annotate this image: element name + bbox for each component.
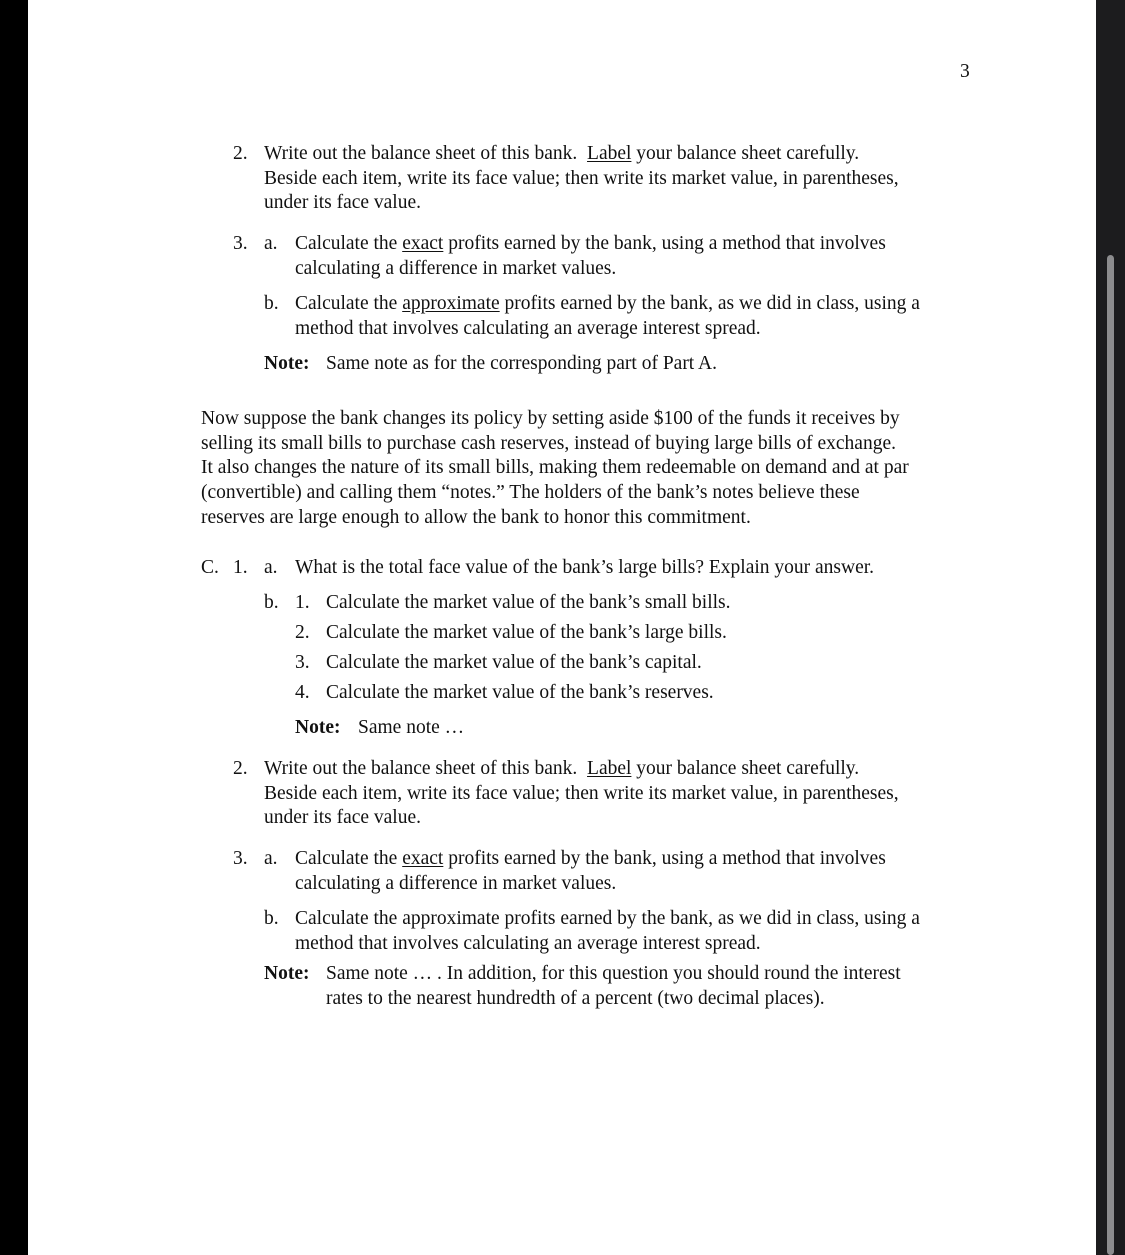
scrollbar[interactable] xyxy=(1107,255,1114,1255)
question-line: Write out the balance sheet of this bank. Label your balance sheet carefully. xyxy=(264,143,860,164)
item-number: 1. xyxy=(295,592,310,613)
item-text: Calculate the market value of the bank’s small bills. xyxy=(326,592,731,613)
page-number: 3 xyxy=(960,61,970,82)
question-number: 2. xyxy=(233,758,248,779)
subquestion-label: b. xyxy=(264,908,279,929)
subquestion-label: b. xyxy=(264,293,279,314)
paragraph-line: selling its small bills to purchase cash reserves, instead of buying large bills of exchange. xyxy=(201,433,896,454)
question-number: 2. xyxy=(233,143,248,164)
question-number: 3. xyxy=(233,848,248,869)
section-label: C. xyxy=(201,557,219,578)
question-line: Calculate the approximate profits earned by the bank, as we did in class, using a xyxy=(295,908,920,929)
paragraph-line: Now suppose the bank changes its policy by setting aside $100 of the funds it receives by xyxy=(201,408,900,429)
note-text: Same note … xyxy=(358,717,465,738)
question-line: under its face value. xyxy=(264,192,422,213)
note-text: rates to the nearest hundredth of a percent (two decimal places). xyxy=(326,988,825,1009)
subquestion-label: a. xyxy=(264,848,278,869)
question-line: calculating a difference in market values. xyxy=(295,258,617,279)
note-text: Same note as for the corresponding part of Part A. xyxy=(326,353,717,374)
note-label: Note: xyxy=(264,353,310,374)
question-line: method that involves calculating an average interest spread. xyxy=(295,318,761,339)
note-label: Note: xyxy=(264,963,310,984)
item-text: Calculate the market value of the bank’s reserves. xyxy=(326,682,714,703)
item-text: Calculate the market value of the bank’s large bills. xyxy=(326,622,727,643)
question-line: calculating a difference in market values. xyxy=(295,873,617,894)
question-line: under its face value. xyxy=(264,807,422,828)
note-text: Same note … . In addition, for this question you should round the interest xyxy=(326,963,901,984)
note-label: Note: xyxy=(295,717,341,738)
paragraph-line: (convertible) and calling them “notes.” The holders of the bank’s notes believe these xyxy=(201,482,860,503)
item-number: 4. xyxy=(295,682,310,703)
question-line: Beside each item, write its face value; then write its market value, in parentheses, xyxy=(264,783,899,804)
question-number: 3. xyxy=(233,233,248,254)
question-line: What is the total face value of the bank’s large bills? Explain your answer. xyxy=(295,557,875,578)
paragraph-line: reserves are large enough to allow the bank to honor this commitment. xyxy=(201,507,751,528)
item-number: 2. xyxy=(295,622,310,643)
question-line: Calculate the exact profits earned by the bank, using a method that involves xyxy=(295,233,886,254)
subquestion-label: b. xyxy=(264,592,279,613)
question-line: Beside each item, write its face value; then write its market value, in parentheses, xyxy=(264,168,899,189)
question-line: Calculate the approximate profits earned by the bank, as we did in class, using a xyxy=(295,293,920,314)
item-number: 3. xyxy=(295,652,310,673)
question-line: Calculate the exact profits earned by the bank, using a method that involves xyxy=(295,848,886,869)
paragraph-line: It also changes the nature of its small bills, making them redeemable on demand and at par xyxy=(201,457,909,478)
item-text: Calculate the market value of the bank’s capital. xyxy=(326,652,702,673)
subquestion-label: a. xyxy=(264,557,278,578)
subquestion-label: a. xyxy=(264,233,278,254)
question-line: Write out the balance sheet of this bank. Label your balance sheet carefully. xyxy=(264,758,860,779)
question-number: 1. xyxy=(233,557,248,578)
question-line: method that involves calculating an average interest spread. xyxy=(295,933,761,954)
